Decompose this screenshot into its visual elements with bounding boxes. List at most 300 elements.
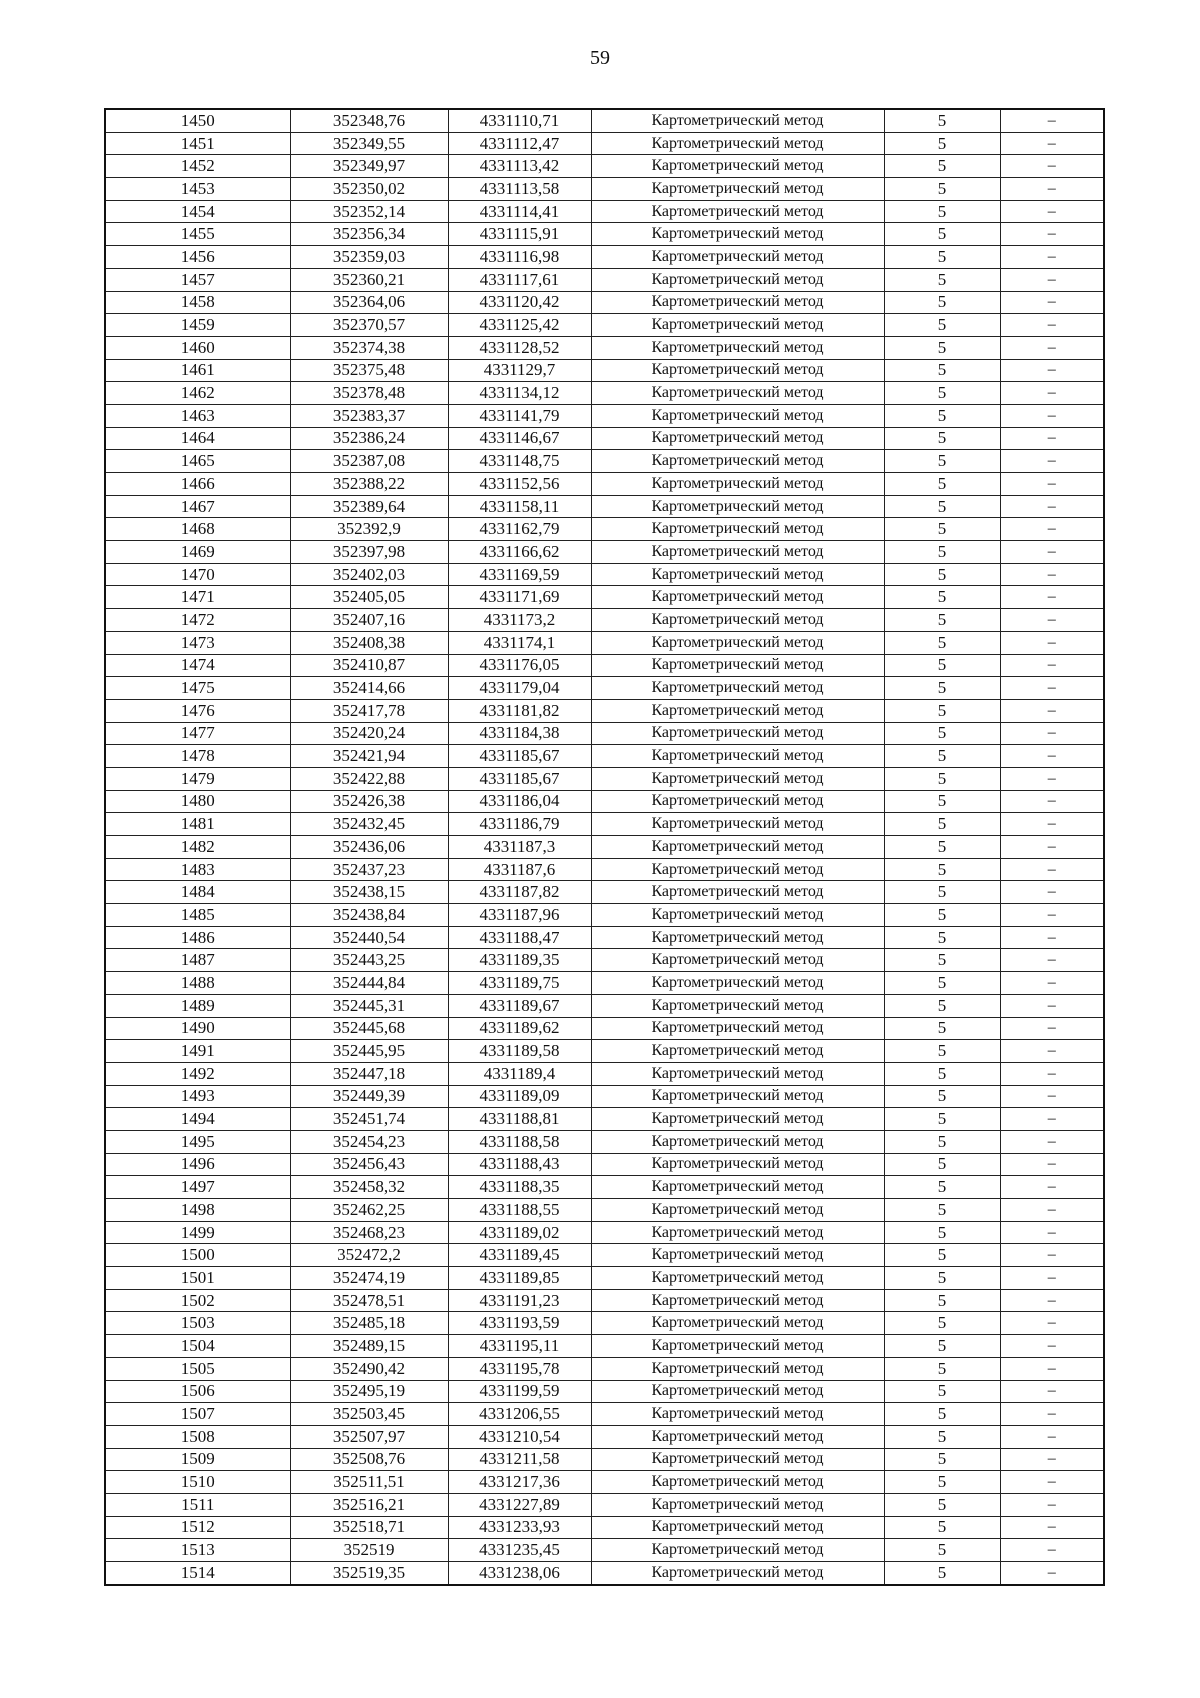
y-coordinate-cell: 4331185,67 xyxy=(448,745,591,768)
point-number-cell: 1482 xyxy=(105,836,290,859)
precision-cell: 5 xyxy=(884,813,1000,836)
note-cell: – xyxy=(1000,495,1104,518)
table-row xyxy=(105,1199,1104,1222)
point-number-cell: 1484 xyxy=(105,881,290,904)
note-cell: – xyxy=(1000,563,1104,586)
note-cell: – xyxy=(1000,609,1104,632)
y-coordinate-cell: 4331199,59 xyxy=(448,1380,591,1403)
point-number-cell: 1471 xyxy=(105,586,290,609)
x-coordinate-cell: 352392,9 xyxy=(290,518,448,541)
point-number-cell: 1493 xyxy=(105,1085,290,1108)
point-number-cell: 1502 xyxy=(105,1289,290,1312)
note-cell: – xyxy=(1000,1516,1104,1539)
x-coordinate-cell: 352360,21 xyxy=(290,268,448,291)
x-coordinate-cell: 352447,18 xyxy=(290,1062,448,1085)
precision-cell: 5 xyxy=(884,495,1000,518)
method-cell: Картометрический метод xyxy=(591,314,884,337)
point-number-cell: 1480 xyxy=(105,790,290,813)
method-cell: Картометрический метод xyxy=(591,790,884,813)
point-number-cell: 1513 xyxy=(105,1539,290,1562)
y-coordinate-cell: 4331189,67 xyxy=(448,994,591,1017)
precision-cell: 5 xyxy=(884,904,1000,927)
x-coordinate-cell: 352458,32 xyxy=(290,1176,448,1199)
x-coordinate-cell: 352432,45 xyxy=(290,813,448,836)
precision-cell: 5 xyxy=(884,268,1000,291)
method-cell: Картометрический метод xyxy=(591,336,884,359)
precision-cell: 5 xyxy=(884,291,1000,314)
table-row xyxy=(105,246,1104,269)
y-coordinate-cell: 4331193,59 xyxy=(448,1312,591,1335)
page-number: 59 xyxy=(590,47,610,69)
point-number-cell: 1472 xyxy=(105,609,290,632)
precision-cell: 5 xyxy=(884,1516,1000,1539)
x-coordinate-cell: 352519 xyxy=(290,1539,448,1562)
precision-cell: 5 xyxy=(884,1380,1000,1403)
point-number-cell: 1496 xyxy=(105,1153,290,1176)
table-row xyxy=(105,450,1104,473)
table-row xyxy=(105,291,1104,314)
method-cell: Картометрический метод xyxy=(591,609,884,632)
point-number-cell: 1495 xyxy=(105,1130,290,1153)
table-row xyxy=(105,631,1104,654)
precision-cell: 5 xyxy=(884,1448,1000,1471)
x-coordinate-cell: 352386,24 xyxy=(290,427,448,450)
table-row xyxy=(105,404,1104,427)
note-cell: – xyxy=(1000,518,1104,541)
x-coordinate-cell: 352445,31 xyxy=(290,994,448,1017)
y-coordinate-cell: 4331120,42 xyxy=(448,291,591,314)
y-coordinate-cell: 4331115,91 xyxy=(448,223,591,246)
x-coordinate-cell: 352421,94 xyxy=(290,745,448,768)
table-row xyxy=(105,518,1104,541)
point-number-cell: 1459 xyxy=(105,314,290,337)
precision-cell: 5 xyxy=(884,1153,1000,1176)
table-row xyxy=(105,767,1104,790)
precision-cell: 5 xyxy=(884,404,1000,427)
x-coordinate-cell: 352405,05 xyxy=(290,586,448,609)
note-cell: – xyxy=(1000,382,1104,405)
note-cell: – xyxy=(1000,1108,1104,1131)
x-coordinate-cell: 352451,74 xyxy=(290,1108,448,1131)
table-row xyxy=(105,1312,1104,1335)
method-cell: Картометрический метод xyxy=(591,1153,884,1176)
point-number-cell: 1491 xyxy=(105,1040,290,1063)
x-coordinate-cell: 352436,06 xyxy=(290,836,448,859)
method-cell: Картометрический метод xyxy=(591,359,884,382)
table-row xyxy=(105,858,1104,881)
x-coordinate-cell: 352462,25 xyxy=(290,1199,448,1222)
x-coordinate-cell: 352507,97 xyxy=(290,1425,448,1448)
note-cell: – xyxy=(1000,745,1104,768)
x-coordinate-cell: 352472,2 xyxy=(290,1244,448,1267)
precision-cell: 5 xyxy=(884,1017,1000,1040)
point-number-cell: 1468 xyxy=(105,518,290,541)
point-number-cell: 1467 xyxy=(105,495,290,518)
precision-cell: 5 xyxy=(884,1199,1000,1222)
x-coordinate-cell: 352489,15 xyxy=(290,1335,448,1358)
method-cell: Картометрический метод xyxy=(591,178,884,201)
table-row xyxy=(105,178,1104,201)
note-cell: – xyxy=(1000,677,1104,700)
point-number-cell: 1454 xyxy=(105,200,290,223)
point-number-cell: 1492 xyxy=(105,1062,290,1085)
table-row xyxy=(105,1289,1104,1312)
precision-cell: 5 xyxy=(884,1335,1000,1358)
y-coordinate-cell: 4331189,85 xyxy=(448,1267,591,1290)
method-cell: Картометрический метод xyxy=(591,904,884,927)
point-number-cell: 1483 xyxy=(105,858,290,881)
note-cell: – xyxy=(1000,1448,1104,1471)
method-cell: Картометрический метод xyxy=(591,972,884,995)
x-coordinate-cell: 352349,55 xyxy=(290,132,448,155)
y-coordinate-cell: 4331166,62 xyxy=(448,541,591,564)
note-cell: – xyxy=(1000,291,1104,314)
x-coordinate-cell: 352407,16 xyxy=(290,609,448,632)
note-cell: – xyxy=(1000,1221,1104,1244)
method-cell: Картометрический метод xyxy=(591,1017,884,1040)
note-cell: – xyxy=(1000,336,1104,359)
table-row xyxy=(105,1380,1104,1403)
point-number-cell: 1505 xyxy=(105,1357,290,1380)
precision-cell: 5 xyxy=(884,790,1000,813)
y-coordinate-cell: 4331162,79 xyxy=(448,518,591,541)
y-coordinate-cell: 4331114,41 xyxy=(448,200,591,223)
y-coordinate-cell: 4331146,67 xyxy=(448,427,591,450)
table-row xyxy=(105,1244,1104,1267)
precision-cell: 5 xyxy=(884,382,1000,405)
method-cell: Картометрический метод xyxy=(591,541,884,564)
precision-cell: 5 xyxy=(884,314,1000,337)
method-cell: Картометрический метод xyxy=(591,994,884,1017)
method-cell: Картометрический метод xyxy=(591,1176,884,1199)
y-coordinate-cell: 4331171,69 xyxy=(448,586,591,609)
y-coordinate-cell: 4331217,36 xyxy=(448,1471,591,1494)
x-coordinate-cell: 352478,51 xyxy=(290,1289,448,1312)
precision-cell: 5 xyxy=(884,1357,1000,1380)
method-cell: Картометрический метод xyxy=(591,767,884,790)
point-number-cell: 1504 xyxy=(105,1335,290,1358)
method-cell: Картометрический метод xyxy=(591,268,884,291)
note-cell: – xyxy=(1000,1562,1104,1585)
x-coordinate-cell: 352389,64 xyxy=(290,495,448,518)
note-cell: – xyxy=(1000,1040,1104,1063)
note-cell: – xyxy=(1000,1176,1104,1199)
precision-cell: 5 xyxy=(884,1176,1000,1199)
x-coordinate-cell: 352468,23 xyxy=(290,1221,448,1244)
table-row xyxy=(105,132,1104,155)
table-row xyxy=(105,268,1104,291)
table-row xyxy=(105,1130,1104,1153)
point-number-cell: 1489 xyxy=(105,994,290,1017)
precision-cell: 5 xyxy=(884,155,1000,178)
point-number-cell: 1477 xyxy=(105,722,290,745)
note-cell: – xyxy=(1000,1471,1104,1494)
table-row xyxy=(105,382,1104,405)
y-coordinate-cell: 4331189,45 xyxy=(448,1244,591,1267)
x-coordinate-cell: 352503,45 xyxy=(290,1403,448,1426)
x-coordinate-cell: 352495,19 xyxy=(290,1380,448,1403)
precision-cell: 5 xyxy=(884,541,1000,564)
precision-cell: 5 xyxy=(884,450,1000,473)
precision-cell: 5 xyxy=(884,246,1000,269)
y-coordinate-cell: 4331110,71 xyxy=(448,109,591,132)
point-number-cell: 1509 xyxy=(105,1448,290,1471)
precision-cell: 5 xyxy=(884,972,1000,995)
x-coordinate-cell: 352349,97 xyxy=(290,155,448,178)
y-coordinate-cell: 4331191,23 xyxy=(448,1289,591,1312)
point-number-cell: 1466 xyxy=(105,473,290,496)
point-number-cell: 1479 xyxy=(105,767,290,790)
method-cell: Картометрический метод xyxy=(591,813,884,836)
x-coordinate-cell: 352422,88 xyxy=(290,767,448,790)
precision-cell: 5 xyxy=(884,1312,1000,1335)
table-row xyxy=(105,654,1104,677)
x-coordinate-cell: 352438,15 xyxy=(290,881,448,904)
table-row xyxy=(105,155,1104,178)
table-row xyxy=(105,1562,1104,1585)
method-cell: Картометрический метод xyxy=(591,1516,884,1539)
y-coordinate-cell: 4331235,45 xyxy=(448,1539,591,1562)
note-cell: – xyxy=(1000,109,1104,132)
method-cell: Картометрический метод xyxy=(591,1493,884,1516)
note-cell: – xyxy=(1000,450,1104,473)
method-cell: Картометрический метод xyxy=(591,881,884,904)
method-cell: Картометрический метод xyxy=(591,382,884,405)
x-coordinate-cell: 352420,24 xyxy=(290,722,448,745)
point-number-cell: 1512 xyxy=(105,1516,290,1539)
precision-cell: 5 xyxy=(884,609,1000,632)
method-cell: Картометрический метод xyxy=(591,563,884,586)
precision-cell: 5 xyxy=(884,836,1000,859)
table-row xyxy=(105,1108,1104,1131)
x-coordinate-cell: 352438,84 xyxy=(290,904,448,927)
note-cell: – xyxy=(1000,1539,1104,1562)
precision-cell: 5 xyxy=(884,200,1000,223)
y-coordinate-cell: 4331188,35 xyxy=(448,1176,591,1199)
note-cell: – xyxy=(1000,314,1104,337)
y-coordinate-cell: 4331113,58 xyxy=(448,178,591,201)
point-number-cell: 1497 xyxy=(105,1176,290,1199)
note-cell: – xyxy=(1000,155,1104,178)
table-row xyxy=(105,722,1104,745)
note-cell: – xyxy=(1000,1085,1104,1108)
method-cell: Картометрический метод xyxy=(591,586,884,609)
y-coordinate-cell: 4331206,55 xyxy=(448,1403,591,1426)
note-cell: – xyxy=(1000,1017,1104,1040)
y-coordinate-cell: 4331184,38 xyxy=(448,722,591,745)
y-coordinate-cell: 4331188,55 xyxy=(448,1199,591,1222)
method-cell: Картометрический метод xyxy=(591,473,884,496)
precision-cell: 5 xyxy=(884,1108,1000,1131)
method-cell: Картометрический метод xyxy=(591,1289,884,1312)
x-coordinate-cell: 352388,22 xyxy=(290,473,448,496)
precision-cell: 5 xyxy=(884,699,1000,722)
precision-cell: 5 xyxy=(884,223,1000,246)
y-coordinate-cell: 4331148,75 xyxy=(448,450,591,473)
y-coordinate-cell: 4331112,47 xyxy=(448,132,591,155)
y-coordinate-cell: 4331210,54 xyxy=(448,1425,591,1448)
point-number-cell: 1510 xyxy=(105,1471,290,1494)
note-cell: – xyxy=(1000,1312,1104,1335)
coordinates-table-body xyxy=(105,109,1104,1585)
precision-cell: 5 xyxy=(884,1267,1000,1290)
coordinates-table xyxy=(104,108,1105,1586)
point-number-cell: 1500 xyxy=(105,1244,290,1267)
precision-cell: 5 xyxy=(884,336,1000,359)
x-coordinate-cell: 352518,71 xyxy=(290,1516,448,1539)
x-coordinate-cell: 352490,42 xyxy=(290,1357,448,1380)
y-coordinate-cell: 4331116,98 xyxy=(448,246,591,269)
table-row xyxy=(105,813,1104,836)
x-coordinate-cell: 352414,66 xyxy=(290,677,448,700)
x-coordinate-cell: 352374,38 xyxy=(290,336,448,359)
note-cell: – xyxy=(1000,836,1104,859)
note-cell: – xyxy=(1000,767,1104,790)
table-row xyxy=(105,926,1104,949)
method-cell: Картометрический метод xyxy=(591,631,884,654)
y-coordinate-cell: 4331188,43 xyxy=(448,1153,591,1176)
note-cell: – xyxy=(1000,881,1104,904)
precision-cell: 5 xyxy=(884,881,1000,904)
note-cell: – xyxy=(1000,1289,1104,1312)
table-row xyxy=(105,836,1104,859)
y-coordinate-cell: 4331128,52 xyxy=(448,336,591,359)
method-cell: Картометрический метод xyxy=(591,1380,884,1403)
y-coordinate-cell: 4331195,11 xyxy=(448,1335,591,1358)
note-cell: – xyxy=(1000,1130,1104,1153)
table-row xyxy=(105,1085,1104,1108)
note-cell: – xyxy=(1000,223,1104,246)
point-number-cell: 1487 xyxy=(105,949,290,972)
precision-cell: 5 xyxy=(884,427,1000,450)
x-coordinate-cell: 352519,35 xyxy=(290,1562,448,1585)
precision-cell: 5 xyxy=(884,926,1000,949)
y-coordinate-cell: 4331179,04 xyxy=(448,677,591,700)
x-coordinate-cell: 352408,38 xyxy=(290,631,448,654)
table-row xyxy=(105,109,1104,132)
point-number-cell: 1455 xyxy=(105,223,290,246)
x-coordinate-cell: 352426,38 xyxy=(290,790,448,813)
note-cell: – xyxy=(1000,586,1104,609)
x-coordinate-cell: 352356,34 xyxy=(290,223,448,246)
note-cell: – xyxy=(1000,1493,1104,1516)
table-row xyxy=(105,1471,1104,1494)
x-coordinate-cell: 352474,19 xyxy=(290,1267,448,1290)
note-cell: – xyxy=(1000,404,1104,427)
method-cell: Картометрический метод xyxy=(591,1312,884,1335)
method-cell: Картометрический метод xyxy=(591,1221,884,1244)
table-row xyxy=(105,1357,1104,1380)
method-cell: Картометрический метод xyxy=(591,109,884,132)
x-coordinate-cell: 352445,95 xyxy=(290,1040,448,1063)
precision-cell: 5 xyxy=(884,1244,1000,1267)
y-coordinate-cell: 4331189,75 xyxy=(448,972,591,995)
x-coordinate-cell: 352456,43 xyxy=(290,1153,448,1176)
method-cell: Картометрический метод xyxy=(591,1085,884,1108)
point-number-cell: 1465 xyxy=(105,450,290,473)
table-row xyxy=(105,972,1104,995)
method-cell: Картометрический метод xyxy=(591,1562,884,1585)
method-cell: Картометрический метод xyxy=(591,949,884,972)
method-cell: Картометрический метод xyxy=(591,1130,884,1153)
point-number-cell: 1514 xyxy=(105,1562,290,1585)
table-row xyxy=(105,1448,1104,1471)
table-row xyxy=(105,495,1104,518)
precision-cell: 5 xyxy=(884,1221,1000,1244)
point-number-cell: 1456 xyxy=(105,246,290,269)
method-cell: Картометрический метод xyxy=(591,246,884,269)
precision-cell: 5 xyxy=(884,178,1000,201)
note-cell: – xyxy=(1000,994,1104,1017)
precision-cell: 5 xyxy=(884,1539,1000,1562)
point-number-cell: 1508 xyxy=(105,1425,290,1448)
method-cell: Картометрический метод xyxy=(591,654,884,677)
point-number-cell: 1499 xyxy=(105,1221,290,1244)
precision-cell: 5 xyxy=(884,722,1000,745)
table-row xyxy=(105,1040,1104,1063)
point-number-cell: 1503 xyxy=(105,1312,290,1335)
table-row xyxy=(105,609,1104,632)
table-row xyxy=(105,699,1104,722)
table-row xyxy=(105,881,1104,904)
method-cell: Картометрический метод xyxy=(591,1199,884,1222)
point-number-cell: 1450 xyxy=(105,109,290,132)
precision-cell: 5 xyxy=(884,359,1000,382)
point-number-cell: 1475 xyxy=(105,677,290,700)
table-row xyxy=(105,1493,1104,1516)
precision-cell: 5 xyxy=(884,858,1000,881)
note-cell: – xyxy=(1000,132,1104,155)
precision-cell: 5 xyxy=(884,677,1000,700)
precision-cell: 5 xyxy=(884,631,1000,654)
x-coordinate-cell: 352387,08 xyxy=(290,450,448,473)
note-cell: – xyxy=(1000,813,1104,836)
note-cell: – xyxy=(1000,359,1104,382)
table-row xyxy=(105,336,1104,359)
y-coordinate-cell: 4331189,02 xyxy=(448,1221,591,1244)
y-coordinate-cell: 4331233,93 xyxy=(448,1516,591,1539)
x-coordinate-cell: 352410,87 xyxy=(290,654,448,677)
precision-cell: 5 xyxy=(884,994,1000,1017)
point-number-cell: 1486 xyxy=(105,926,290,949)
point-number-cell: 1469 xyxy=(105,541,290,564)
x-coordinate-cell: 352348,76 xyxy=(290,109,448,132)
method-cell: Картометрический метод xyxy=(591,1357,884,1380)
y-coordinate-cell: 4331173,2 xyxy=(448,609,591,632)
precision-cell: 5 xyxy=(884,1062,1000,1085)
point-number-cell: 1462 xyxy=(105,382,290,405)
table-row xyxy=(105,1516,1104,1539)
point-number-cell: 1511 xyxy=(105,1493,290,1516)
precision-cell: 5 xyxy=(884,518,1000,541)
x-coordinate-cell: 352402,03 xyxy=(290,563,448,586)
note-cell: – xyxy=(1000,1335,1104,1358)
x-coordinate-cell: 352508,76 xyxy=(290,1448,448,1471)
x-coordinate-cell: 352445,68 xyxy=(290,1017,448,1040)
note-cell: – xyxy=(1000,178,1104,201)
method-cell: Картометрический метод xyxy=(591,495,884,518)
table-row xyxy=(105,586,1104,609)
note-cell: – xyxy=(1000,1403,1104,1426)
point-number-cell: 1457 xyxy=(105,268,290,291)
precision-cell: 5 xyxy=(884,1040,1000,1063)
note-cell: – xyxy=(1000,790,1104,813)
method-cell: Картометрический метод xyxy=(591,926,884,949)
method-cell: Картометрический метод xyxy=(591,1335,884,1358)
note-cell: – xyxy=(1000,1380,1104,1403)
table-row xyxy=(105,1267,1104,1290)
y-coordinate-cell: 4331113,42 xyxy=(448,155,591,178)
